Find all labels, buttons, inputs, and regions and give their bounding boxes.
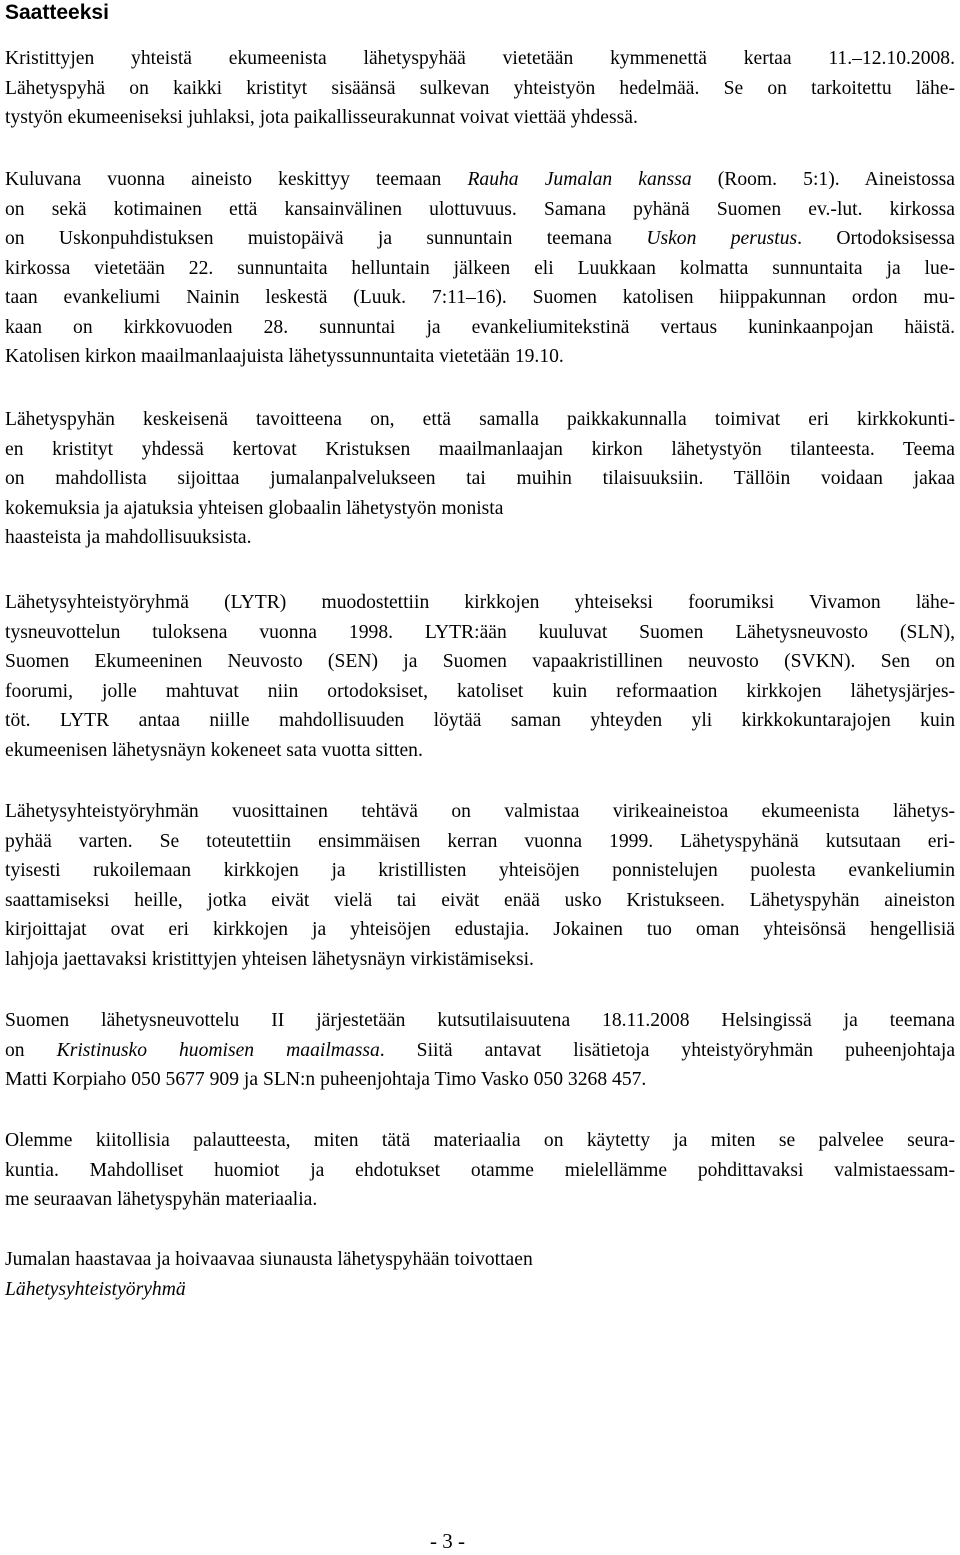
text-line: on Kristinusko huomisen maailmassa. Siitä antavat lisätietoja yhteistyöryhmän puheenjohtaja	[5, 1039, 956, 1061]
page-number: - 3 -	[430, 1529, 465, 1553]
text-line: kirkossa vietetään 22. sunnuntaita helluntain jälkeen eli Luukkaan kolmatta sunnuntaita ja lue-	[5, 257, 955, 279]
text-line: Lähetysyhteistyöryhmän vuosittainen tehtävä on valmistaa virikeaineistoa ekumeenista lähetys-	[5, 801, 955, 822]
text-line: Katolisen kirkon maailmanlaajuista lähetyssunnuntaita vietetään 19.10.	[5, 346, 564, 367]
paragraph-feedback	[5, 1126, 955, 1215]
text-line: Matti Korpiaho 050 5677 909 ja SLN:n puheenjohtaja Timo Vasko 050 3268 457.	[5, 1069, 647, 1090]
paragraph-conference	[5, 1006, 955, 1095]
text-line: Jumalan haastavaa ja hoivaavaa siunausta lähetyspyhään toivottaen	[5, 1249, 533, 1270]
signature: Lähetysyhteistyöryhmä	[5, 1278, 186, 1300]
text-line: kaan on kirkkovuoden 28. sunnuntai ja evankeliumitekstinä vertaus kuninkaanpojan häistä.	[5, 316, 955, 338]
conference-theme: Kristinusko huomisen maailmassa	[56, 1039, 380, 1061]
text-line: on mahdollista sijoittaa jumalanpalvelukseen tai muihin tilaisuuksiin. Tällöin voidaan jakaa	[5, 468, 955, 489]
theme-title: Rauha Jumalan kanssa	[467, 169, 692, 190]
text-line: tyisesti rukoilemaan kirkkojen ja kristillisten yhteisöjen ponnistelujen puolesta evankeliumin	[5, 860, 955, 881]
text-line: tystyön ekumeeniseksi juhlaksi, jota paikallisseurakunnat voivat viettää yhdessä.	[5, 107, 638, 128]
text-line: taan evankeliumi Nainin leskestä (Luuk. 7:11–16). Suomen katolisen hiippakunnan ordon mu-	[5, 287, 955, 308]
paragraph-intro	[5, 44, 955, 133]
paragraph-closing	[5, 1245, 955, 1304]
text-line: saattamiseksi heille, jotka eivät vielä tai eivät enää usko Kristukseen. Lähetyspyhän aineiston	[5, 889, 955, 911]
paragraph-theme	[5, 165, 955, 372]
text-line: Lähetyspyhä on kaikki kristityt sisäänsä sulkevan yhteistyön hedelmää. Se on tarkoitettu lähe-	[5, 77, 955, 99]
text-line: Suomen lähetysneuvottelu II järjestetään kutsutilaisuutena 18.11.2008 Helsingissä ja teemana	[5, 1010, 955, 1031]
text-line: Lähetyspyhän keskeisenä tavoitteena on, että samalla paikkakunnalla toimivat eri kirkkokunti-	[5, 409, 955, 430]
text-line: Kuluvana vuonna aineisto keskittyy teemaan Rauha Jumalan kanssa (Room. 5:1). Aineistossa	[5, 169, 955, 190]
text-line: on Uskonpuhdistuksen muistopäivä ja sunnuntain teemana Uskon perustus. Ortodoksisessa	[5, 228, 955, 249]
text-line: tysneuvottelun tuloksena vuonna 1998. LYTR:ään kuuluvat Suomen Lähetysneuvosto (SLN),	[5, 621, 955, 643]
text-line: lahjoja jaettavaksi kristittyjen yhteisen lähetysnäyn virkistämiseksi.	[5, 948, 534, 970]
paragraph-goal	[5, 405, 955, 553]
text-line: Lähetysyhteistyöryhmä (LYTR) muodostettiin kirkkojen yhteiseksi foorumiksi Vivamon lähe-	[5, 592, 955, 613]
text-line	[5, 1275, 955, 1305]
text-line: on sekä kotimainen että kansainvälinen ulottuvuus. Samana pyhänä Suomen ev.-lut. kirkossa	[5, 198, 955, 220]
sunday-theme: Uskon perustus	[646, 228, 798, 249]
text-line: me seuraavan lähetyspyhän materiaalia.	[5, 1189, 318, 1210]
text-line: kirjoittajat ovat eri kirkkojen ja yhteisöjen edustajia. Jokainen tuo oman yhteisönsä hengellisiä	[5, 919, 955, 940]
page-title: Saatteeksi	[5, 1, 109, 24]
text-line: haasteista ja mahdollisuuksista.	[5, 527, 252, 548]
text-line: Olemme kiitollisia palautteesta, miten tätä materiaalia on käytetty ja miten se palvelee seura-	[5, 1130, 955, 1151]
text-line: Suomen Ekumeeninen Neuvosto (SEN) ja Suomen vapaakristillinen neuvosto (SVKN). Sen on	[5, 651, 955, 672]
text-line: Kristittyjen yhteistä ekumeenista lähetyspyhää vietetään kymmenettä kertaa 11.–12.10.2008.	[5, 48, 955, 69]
text-line: en kristityt yhdessä kertovat Kristuksen maailmanlaajan kirkon lähetystyön tilanteesta. Teema	[5, 438, 955, 460]
paragraph-lytr	[5, 588, 955, 765]
text-line: ekumeenisen lähetysnäyn kokeneet sata vuotta sitten.	[5, 739, 423, 761]
text-line: kokemuksia ja ajatuksia yhteisen globaalin lähetystyön monista	[5, 497, 504, 519]
text-line: foorumi, jolle mahtuvat niin ortodoksiset, katoliset kuin reformaation kirkkojen lähetysjärjes-	[5, 680, 955, 702]
text-line: töt. LYTR antaa niille mahdollisuuden löytää saman yhteyden yli kirkkokuntarajojen kuin	[5, 710, 955, 731]
paragraph-task	[5, 797, 955, 974]
text-line: pyhää varten. Se toteutettiin ensimmäisen kerran vuonna 1999. Lähetyspyhänä kutsutaan eri-	[5, 830, 955, 852]
text-line: kuntia. Mahdolliset huomiot ja ehdotukset otamme mielellämme pohdittavaksi valmistaessam-	[5, 1159, 955, 1181]
